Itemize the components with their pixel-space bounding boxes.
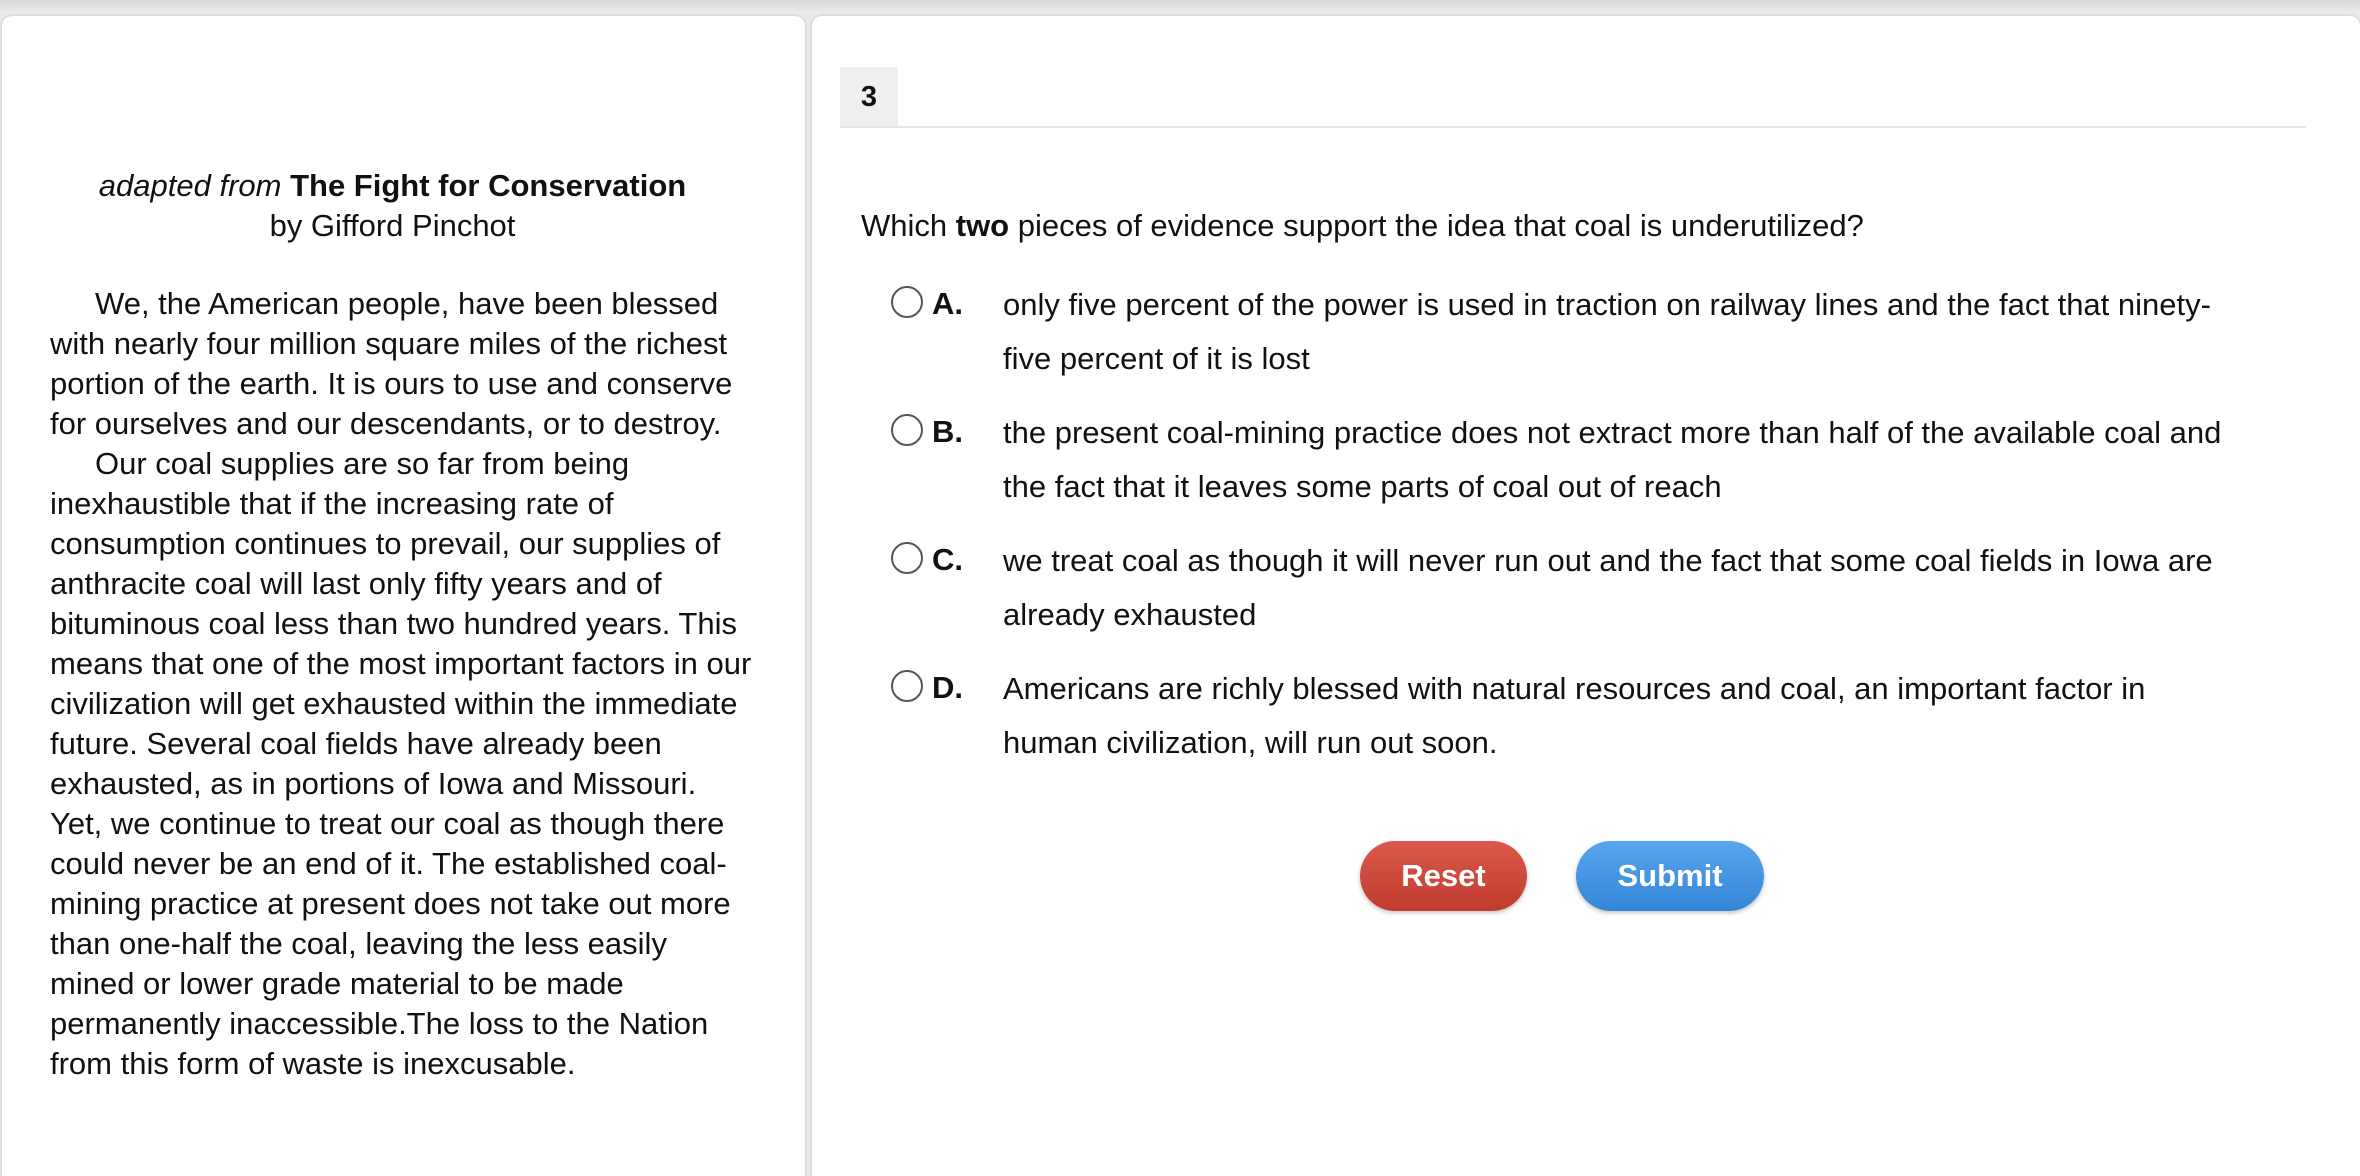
submit-button[interactable]: Submit <box>1576 841 1764 911</box>
passage-paragraph: Our coal supplies are so far from being inexhaustible that if the increasing rate of consumption continues to prevail, our supplies of anthracite coal will last only fifty years and of bituminous coal less than two hundred years. This means that one of the most important factors in our civilization will get exhausted within the immediate future. Several coal fields have already been exhausted, as in portions of Iowa and Missouri. Yet, we continue to treat our coal as though there could never be an end of it. The established coal-mining practice at present does not take out more than one-half the coal, leaving the less easily mined or lower grade material to be made permanently inaccessible.The loss to the Nation from this form of waste is inexcusable. <box>50 446 752 1081</box>
option-text[interactable]: only five percent of the power is used in traction on railway lines and the fact that ninety-five percent of it is lost <box>1003 287 2211 376</box>
option-letter: B. <box>932 414 963 449</box>
option-letter: A. <box>932 286 963 321</box>
radio-button-c[interactable] <box>891 542 923 574</box>
option-letter: D. <box>932 670 963 705</box>
passage-paragraph: We, the American people, have been blessed with nearly four million square miles of the richest portion of the earth. It is ours to use and conserve for ourselves and our descendants, or to destroy. <box>50 286 733 441</box>
question-stem: Which two pieces of evidence support the idea that coal is underutilized? <box>861 208 1864 243</box>
radio-button-d[interactable] <box>891 670 923 702</box>
adapted-from-label: adapted from <box>98 168 282 203</box>
top-bar <box>0 0 2360 14</box>
radio-button-b[interactable] <box>891 414 923 446</box>
option-letter: C. <box>932 542 963 577</box>
radio-button-a[interactable] <box>891 286 923 318</box>
option-text[interactable]: Americans are richly blessed with natural resources and coal, an important factor in human civilization, will run out soon. <box>1003 671 2146 760</box>
option-text[interactable]: we treat coal as though it will never run out and the fact that some coal fields in Iowa are already exhausted <box>1003 543 2213 632</box>
option-text[interactable]: the present coal-mining practice does not extract more than half of the available coal and the fact that it leaves some parts of coal out of reach <box>1003 415 2222 504</box>
passage-byline: by Gifford Pinchot <box>269 208 516 243</box>
passage-title: The Fight for Conservation <box>290 168 687 203</box>
tab-divider <box>840 126 2306 128</box>
question-emphasis: two <box>955 208 1010 243</box>
passage-text <box>50 284 755 1084</box>
reset-button[interactable]: Reset <box>1360 841 1527 911</box>
question-number-tab[interactable]: 3 <box>840 67 898 127</box>
passage-header <box>0 166 785 246</box>
